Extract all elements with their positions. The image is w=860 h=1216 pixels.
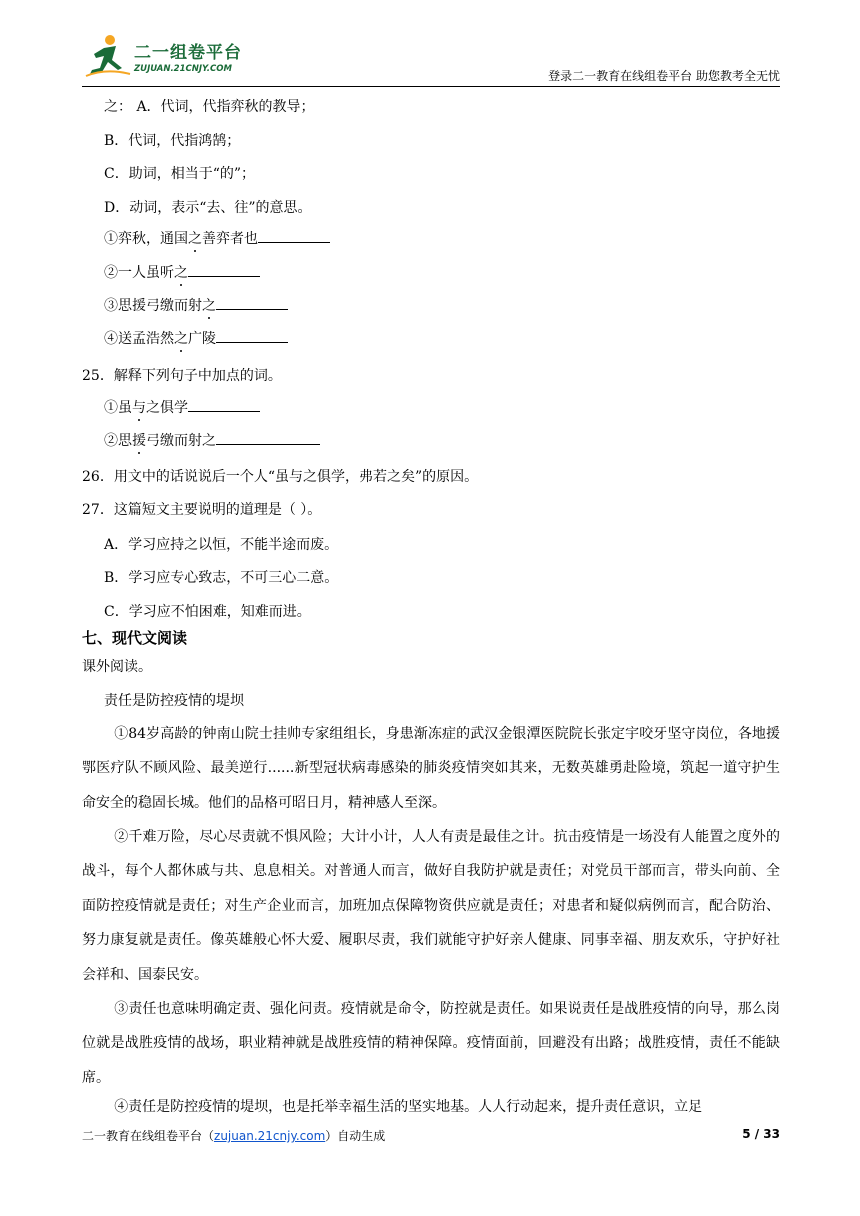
section-heading: 七、现代文阅读 — [82, 629, 188, 647]
q25-sentence-2 — [104, 430, 320, 450]
q24-s2-dotted-char: 之 — [174, 265, 188, 281]
q25-stem: 25．解释下列句子中加点的词。 — [82, 368, 282, 384]
site-logo[interactable] — [82, 30, 282, 82]
article-paragraph-2: ②千难万险，尽心尽责就不惧风险；大计小计，人人有责是最佳之计。抗击疫情是一场没有人能置之度外的战斗，每个人都休戚与共、息息相关。对普通人而言，做好自我防护就是责任；对党员干部而言，带头向前、全面防控疫情就是责任；对生产企业而言，加班加点保障物资供应就是责任；对患者和疑似病例而言，配合防治、努力康复就是责任。像英雄般心怀大爱、履职尽责，我们就能守护好亲人健康、同事幸福、朋友欢乐，守护好社会祥和、国泰民安。 — [82, 829, 780, 983]
q24-s3-text: ③思援弓缴而射 — [104, 298, 202, 314]
footer-text: 二一教育在线组卷平台（ — [82, 1129, 215, 1143]
article-paragraph-1: ①84岁高龄的钟南山院士挂帅专家组组长，身患渐冻症的武汉金银潭医院院长张定宇咬牙坚守岗位，各地援鄂医疗队不顾风险、最美逆行......新型冠状病毒感染的肺炎疫情突如其来，无数英雄勇赴险境，筑起一道守护生命安全的稳固长城。他们的品格可昭日月，精神感人至深。 — [82, 726, 780, 811]
q24-option-d: D．动词，表示“去、往”的意思。 — [104, 200, 312, 216]
page-header — [82, 30, 780, 87]
logo-subtext: ZUJUAN.21CNJY.COM — [134, 64, 232, 74]
runner-logo-icon — [82, 34, 134, 80]
article-paragraph-3: ③责任也意味明确定责、强化问责。疫情就是命令，防控就是责任。如果说责任是战胜疫情的向导，那么岗位就是战胜疫情的战场，职业精神就是战胜疫情的精神保障。疫情面前，回避没有出路；战胜疫情，责任不能缺席。 — [82, 1001, 780, 1086]
q25-s2-text: ②思 — [104, 433, 132, 449]
q24-s2-text: ②一人虽听 — [104, 265, 174, 281]
q27-option-c: C．学习应不怕困难，知难而进。 — [104, 604, 311, 620]
answer-blank[interactable] — [188, 262, 260, 277]
q24-option-c: C．助词，相当于“的”； — [104, 166, 256, 182]
q24-option-b: B．代词，代指鸿鹄； — [104, 133, 241, 149]
q24-sentence-1 — [104, 228, 330, 248]
q24-s3-dotted-char: 之 — [202, 298, 216, 314]
q24-s4-text: ④送孟浩然 — [104, 331, 174, 347]
q25-s1-text-end: 之俱学 — [146, 400, 188, 416]
q25-s2-text-end: 弓缴而射之 — [146, 433, 216, 449]
footer-link[interactable]: zujuan.21cnjy.com — [214, 1129, 326, 1143]
q26-stem: 26．用文中的话说说后一个人“虽与之俱学，弗若之矣”的原因。 — [82, 469, 479, 485]
answer-blank[interactable] — [216, 295, 288, 310]
q27-option-a: A．学习应持之以恒，不能半途而废。 — [104, 537, 339, 553]
q25-sentence-1 — [104, 397, 260, 417]
answer-blank[interactable] — [216, 430, 320, 445]
article-paragraph-4: ④责任是防控疫情的堤坝，也是托举幸福生活的坚实地基。人人行动起来，提升责任意识，立足 — [114, 1099, 703, 1115]
footer-text-end: ）自动生成 — [325, 1129, 386, 1143]
q24-sentence-2 — [104, 262, 260, 282]
page-number: 5 / 33 — [742, 1127, 780, 1141]
q24-s1-text-end: 善弈者也 — [202, 231, 258, 247]
q24-sentence-3 — [104, 295, 288, 315]
answer-blank[interactable] — [216, 328, 288, 343]
q25-s1-text: ①虽 — [104, 400, 132, 416]
section-intro: 课外阅读。 — [82, 659, 152, 675]
logo-text: 二一组卷平台 — [134, 43, 242, 63]
q24-s1-dotted-char: 之 — [188, 231, 202, 247]
q24-s1-text: ①弈秋，通国 — [104, 231, 188, 247]
q25-s2-dotted-char: 援 — [132, 433, 146, 449]
q27-stem: 27．这篇短文主要说明的道理是（ ）。 — [82, 502, 322, 518]
header-slogan: 登录二一教育在线组卷平台 助您教考全无忧 — [548, 69, 780, 83]
article-title: 责任是防控疫情的堤坝 — [104, 693, 244, 709]
q25-s1-dotted-char: 与 — [132, 400, 146, 416]
answer-blank[interactable] — [258, 228, 330, 243]
q24-s4-text-end: 广陵 — [188, 331, 216, 347]
footer-source — [82, 1127, 385, 1144]
answer-blank[interactable] — [188, 397, 260, 412]
q24-s4-dotted-char: 之 — [174, 331, 188, 347]
q24-option-a: 之： A．代词，代指弈秋的教导； — [104, 99, 315, 115]
q27-option-b: B．学习应专心致志，不可三心二意。 — [104, 570, 339, 586]
q24-sentence-4 — [104, 328, 288, 348]
